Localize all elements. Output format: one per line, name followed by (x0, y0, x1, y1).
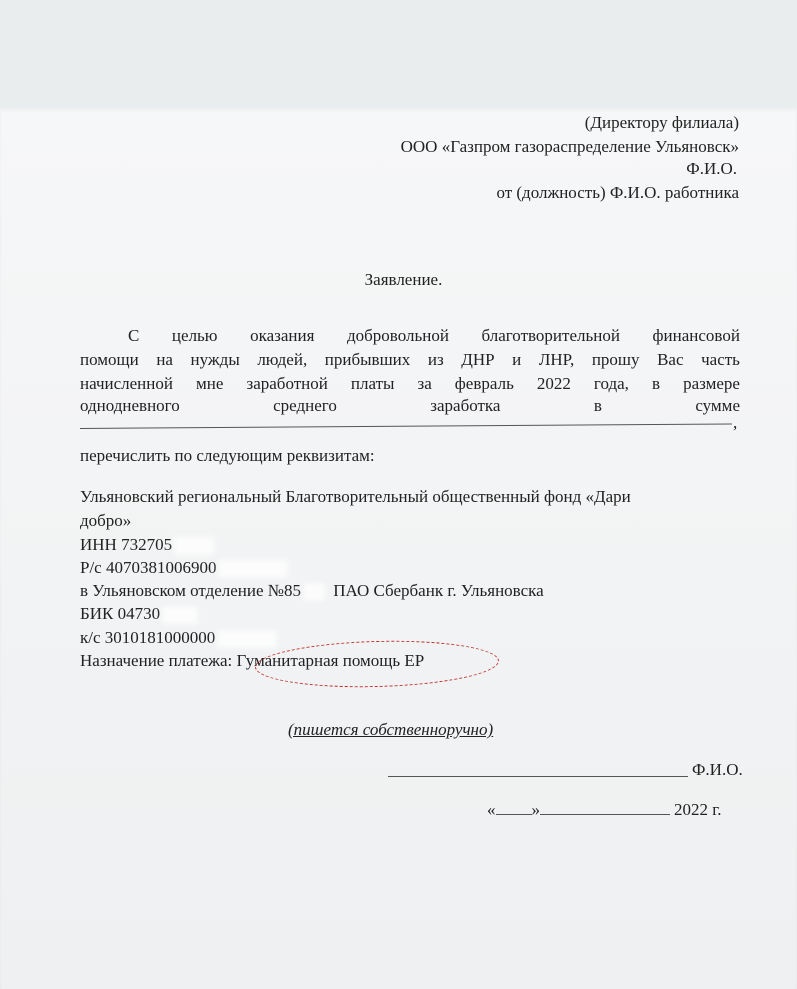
paragraph-word: С (128, 326, 140, 345)
inn-row (80, 535, 214, 555)
corr-account-row (80, 628, 277, 648)
month-blank (540, 814, 670, 815)
paragraph-word: добровольной (347, 326, 449, 345)
bik-value: БИК 04730 (80, 604, 161, 623)
paragraph-word: на (156, 350, 173, 369)
paragraph-word: 2022 (536, 374, 571, 393)
bank-row (80, 581, 544, 601)
redaction-blur (303, 583, 325, 601)
bik-row (80, 604, 198, 624)
addressee-line-2: ООО «Газпром газораспределение Ульяновск» (400, 137, 739, 156)
paragraph-word: февраль (454, 374, 514, 393)
paragraph-word: благотворительной (481, 326, 620, 345)
date-close-quote: » (531, 800, 540, 819)
paragraph-word: заработной (246, 374, 328, 393)
paragraph-word: часть (701, 350, 740, 369)
signature-blank-line (388, 776, 688, 777)
transfer-text: перечислить по следующим реквизитам: (80, 446, 375, 465)
addressee-line-4: от (должность) Ф.И.О. работника (496, 183, 739, 202)
paragraph-line-1 (80, 326, 740, 346)
paragraph-word: прошу (591, 350, 640, 369)
bank-suffix: ПАО Сбербанк г. Ульяновска (333, 581, 544, 600)
paragraph-word: прибывших (324, 350, 411, 369)
paragraph-word: из (427, 350, 444, 369)
top-background (0, 0, 797, 108)
paragraph-word: начисленной (80, 374, 173, 393)
account-row (80, 558, 288, 578)
date-open-quote: « (487, 800, 496, 819)
addressee-line-3: Ф.И.О. (686, 159, 737, 178)
paragraph-word: однодневного (80, 396, 180, 415)
document-title: Заявление. (364, 270, 443, 289)
paragraph-word: заработка (430, 396, 501, 415)
paragraph-word: людей, (257, 350, 308, 369)
inn-value: ИНН 732705 (80, 535, 173, 554)
paragraph-word: в (593, 396, 602, 415)
paragraph-word: ДНР (461, 350, 495, 369)
day-blank (496, 814, 532, 815)
redaction-blur (162, 606, 198, 624)
paragraph-word: платы (350, 374, 395, 393)
paragraph-line-3 (80, 374, 740, 394)
paragraph-word: Вас (657, 350, 684, 369)
paragraph-word: нужды (190, 350, 240, 369)
corr-account-value: к/с 3010181000000 (80, 628, 216, 647)
paragraph-word: ЛНР, (538, 350, 575, 369)
paragraph-word: целью (171, 326, 218, 345)
signature-label: Ф.И.О. (692, 760, 743, 779)
account-value: Р/с 4070381006900 (80, 558, 217, 577)
addressee-line-1: (Директору филиала) (584, 113, 739, 132)
fund-name-line-1: Ульяновский региональный Благотворительный общественный фонд «Дари (80, 487, 631, 506)
date-row (487, 800, 722, 820)
amount-comma: , (733, 413, 738, 432)
paragraph-word: размере (683, 374, 740, 393)
paragraph-word: в (651, 374, 661, 393)
bank-prefix: в Ульяновском отделение №85 (80, 581, 302, 600)
paragraph-word: и (512, 350, 522, 369)
paragraph-word: года, (593, 374, 629, 393)
redaction-blur (218, 560, 288, 578)
paragraph-word: сумме (695, 396, 740, 415)
paragraph-word: за (417, 374, 432, 393)
paragraph-word: среднего (273, 396, 337, 415)
paragraph-word: мне (196, 374, 224, 393)
paragraph-line-4 (80, 396, 740, 416)
paragraph-line-2 (80, 350, 740, 370)
purpose-value: Гуманитарная помощь ЕР (236, 651, 425, 670)
redaction-blur (174, 537, 214, 555)
fund-name-line-2: добро» (80, 511, 132, 530)
paragraph-word: помощи (80, 350, 139, 369)
date-year: 2022 г. (674, 800, 722, 819)
paragraph-word: финансовой (652, 326, 740, 345)
handwritten-note: (пишется собственноручно) (288, 720, 494, 739)
redaction-blur (217, 630, 277, 648)
paragraph-word: оказания (250, 326, 315, 345)
purpose-label: Назначение платежа: (80, 651, 233, 670)
